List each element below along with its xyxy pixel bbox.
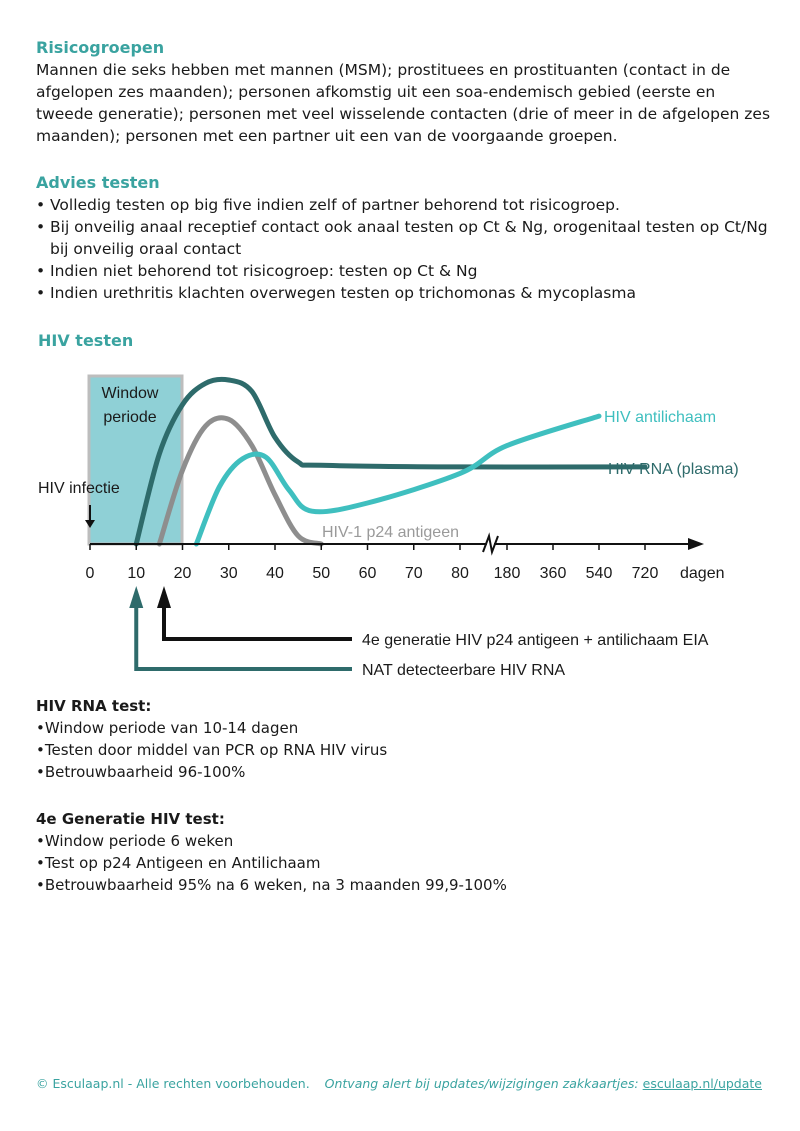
advies-item: • Volledig testen op big five indien zelf of partner behorend tot risicogroep. <box>36 194 776 216</box>
series-label-rna: HIV RNA (plasma) <box>608 461 739 478</box>
rna-test-item: • Testen door middel van PCR op RNA HIV virus <box>36 739 776 761</box>
window-label-2: periode <box>103 409 157 426</box>
marker-label-nat: NAT detecteerbare HIV RNA <box>362 662 566 679</box>
series-label-p24: HIV-1 p24 antigeen <box>322 524 459 541</box>
x-tick-label: 40 <box>266 565 284 582</box>
x-tick-label: 50 <box>312 565 331 582</box>
x-tick-label: 0 <box>85 565 95 582</box>
x-unit-label: dagen <box>680 565 725 582</box>
gen4-test-item: • Test op p24 Antigeen en Antilichaam <box>36 852 776 874</box>
footer-alert-text: Ontvang alert bij updates/wijzigingen zakkaartjes: <box>324 1076 639 1091</box>
hiv-test-chart <box>0 360 800 690</box>
advies-item: • Indien urethritis klachten overwegen testen op trichomonas & mycoplasma <box>36 282 776 304</box>
advies-item: • Bij onveilig anaal receptief contact ook anaal testen op Ct & Ng, orogenitaal testen op Ct/Ng bij onveilig oraal contact <box>36 216 776 260</box>
gen4-test-section: 4e Generatie HIV test: • Window periode 6 weken • Test op p24 Antigeen en Antilichaam • Betrouwbaarheid 95% na 6 weken, na 3 maanden 99,9-100% <box>36 808 776 896</box>
x-tick-label: 10 <box>127 565 146 582</box>
risicogroepen-section <box>36 37 776 147</box>
gen4-test-heading: 4e Generatie HIV test <box>36 810 219 828</box>
rna-test-section: HIV RNA test: • Window periode van 10-14 dagen • Testen door middel van PCR op RNA HIV virus • Betrouwbaarheid 96-100% <box>36 695 776 783</box>
window-label-1: Window <box>101 385 159 402</box>
rna-test-heading: HIV RNA test <box>36 697 146 715</box>
rna-test-item: • Betrouwbaarheid 96-100% <box>36 761 776 783</box>
advies-heading: Advies testen <box>36 173 160 192</box>
marker-arrow-0 <box>157 586 352 639</box>
x-tick-label: 180 <box>493 565 521 582</box>
rna-test-item: • Window periode van 10-14 dagen <box>36 717 776 739</box>
x-tick-label: 60 <box>358 565 377 582</box>
x-tick-label: 70 <box>404 565 423 582</box>
rna-test-list <box>36 717 776 783</box>
gen4-test-item: • Window periode 6 weken <box>36 830 776 852</box>
advies-item: • Indien niet behorend tot risicogroep: testen op Ct & Ng <box>36 260 776 282</box>
footer-update-link[interactable]: esculaap.nl/update <box>642 1076 762 1091</box>
infection-label: HIV infectie <box>38 480 120 497</box>
hiv-heading: HIV testen <box>38 331 134 350</box>
x-tick-label: 30 <box>219 565 238 582</box>
x-tick-label: 720 <box>631 565 659 582</box>
series-label-antilichaam: HIV antilichaam <box>604 409 717 426</box>
x-tick-label: 80 <box>451 565 469 582</box>
x-tick-label: 360 <box>539 565 567 582</box>
x-tick-label: 540 <box>585 565 613 582</box>
footer-alert <box>325 1076 762 1091</box>
marker-label-eia: 4e generatie HIV p24 antigeen + antilichaam EIA <box>362 632 709 649</box>
gen4-test-list <box>36 830 776 896</box>
risicogroepen-heading: Risicogroepen <box>36 38 165 57</box>
advies-section <box>36 172 776 304</box>
hiv-section <box>38 330 778 352</box>
risicogroepen-text: Mannen die seks hebben met mannen (MSM); prostituees en prostituanten (contact in de afgelopen zes maanden); personen afkomstig uit een soa-endemisch gebied (eerste en tweede generatie); personen met veel wisselende contacten (drie of meer in de afgelopen zes maanden); personen met een partner uit een van de voorgaande groepen. <box>36 61 771 145</box>
x-tick-label: 20 <box>173 565 192 582</box>
advies-list <box>36 194 776 304</box>
series-line-1 <box>159 418 321 544</box>
series-line-0 <box>136 379 645 544</box>
gen4-test-item: • Betrouwbaarheid 95% na 6 weken, na 3 maanden 99,9-100% <box>36 874 776 896</box>
footer-copyright: © Esculaap.nl - Alle rechten voorbehouden. <box>36 1076 310 1091</box>
